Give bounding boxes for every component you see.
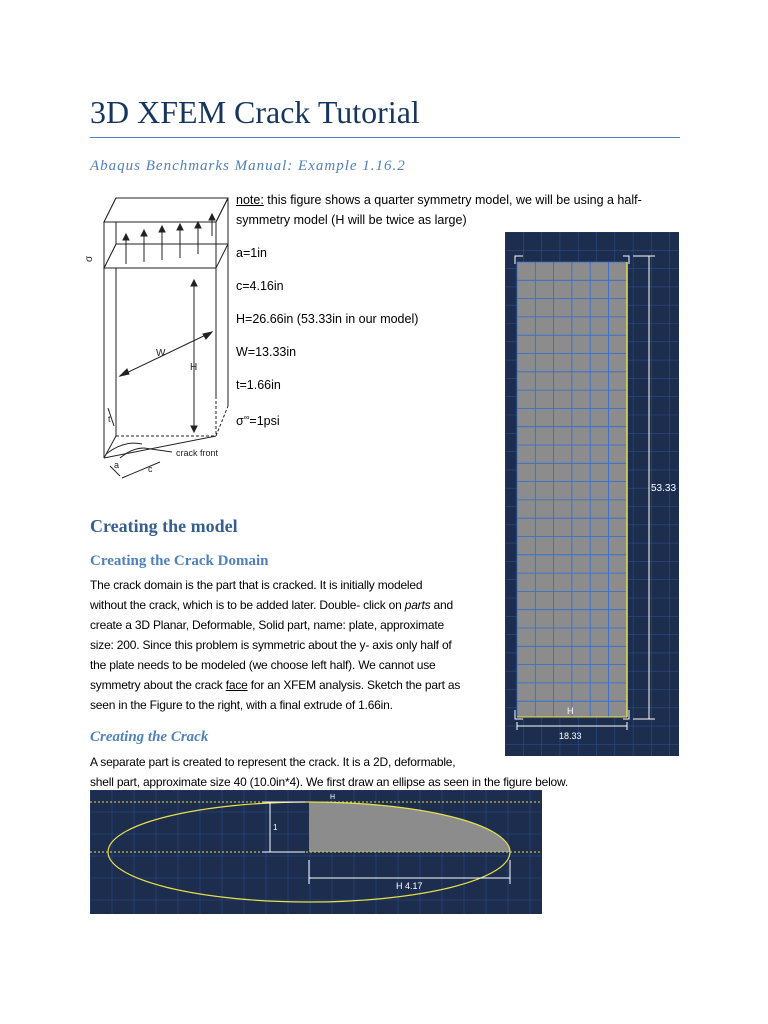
h-label: H <box>190 362 198 373</box>
param-h: H=26.66in (53.33in in our model) <box>236 312 419 326</box>
note-line1: this figure shows a quarter symmetry model, we will be using a half- <box>263 193 642 207</box>
crack-paragraph <box>90 752 650 792</box>
param-w: W=13.33in <box>236 345 297 359</box>
para2-line-2: shell part, approximate size 40 (10.0in*4). We first draw an ellipse as seen in the figure below. <box>90 775 568 789</box>
ellipse-width-label: H 4.17 <box>396 881 423 891</box>
para2-line-1: A separate part is created to represent the crack. It is a 2D, deformable, <box>90 755 456 769</box>
plate-width-label: 18.33 <box>559 731 582 741</box>
sigma-label: σ <box>84 255 95 262</box>
plate-h-label: H <box>567 706 574 716</box>
para1-line-3: create a 3D Planar, Deformable, Solid part, name: plate, approximate <box>90 618 444 632</box>
ellipse-sketch-figure <box>90 790 542 914</box>
crack-domain-paragraph <box>90 575 500 715</box>
note-line2: symmetry model (H will be twice as large) <box>236 213 467 227</box>
param-t: t=1.66in <box>236 378 281 392</box>
quarter-symmetry-figure <box>80 196 240 486</box>
para1-line-2: without the crack, which is to be added later. Double- click on parts and <box>90 598 453 612</box>
w-label: W <box>156 348 166 359</box>
para1-line-7: seen in the Figure to the right, with a final extrude of 1.66in. <box>90 698 393 712</box>
ellipse-h-top-label: H <box>330 794 336 801</box>
page-title: 3D XFEM Crack Tutorial <box>90 94 420 130</box>
param-a: a=1in <box>236 246 267 260</box>
crack-front-label: crack front <box>176 448 219 458</box>
section-heading: Creating the model <box>90 516 238 536</box>
param-c: c=4.16in <box>236 279 284 293</box>
plate-sketch-figure <box>505 232 679 756</box>
page-subtitle: Abaqus Benchmarks Manual: Example 1.16.2 <box>90 158 406 174</box>
subsection-crack: Creating the Crack <box>90 729 209 745</box>
param-sigma: σ∞=1psi <box>236 413 280 429</box>
para1-line-5: the plate needs to be modeled (we choose left half). We cannot use <box>90 658 436 672</box>
para1-line-4: size: 200. Since this problem is symmetric about the y- axis only half of <box>90 638 452 652</box>
ellipse-one-label: 1 <box>273 823 278 832</box>
c-label: c <box>148 464 153 474</box>
title-divider <box>90 137 680 138</box>
para1-line-1: The crack domain is the part that is cracked. It is initially modeled <box>90 578 423 592</box>
t-label: t <box>108 414 111 424</box>
para1-line-6: symmetry about the crack face for an XFEM analysis. Sketch the part as <box>90 678 461 692</box>
plate-height-label: 53.33 <box>651 483 677 494</box>
a-label: a <box>114 460 120 470</box>
note-label: note: <box>236 193 264 207</box>
subsection-crack-domain: Creating the Crack Domain <box>90 553 269 569</box>
